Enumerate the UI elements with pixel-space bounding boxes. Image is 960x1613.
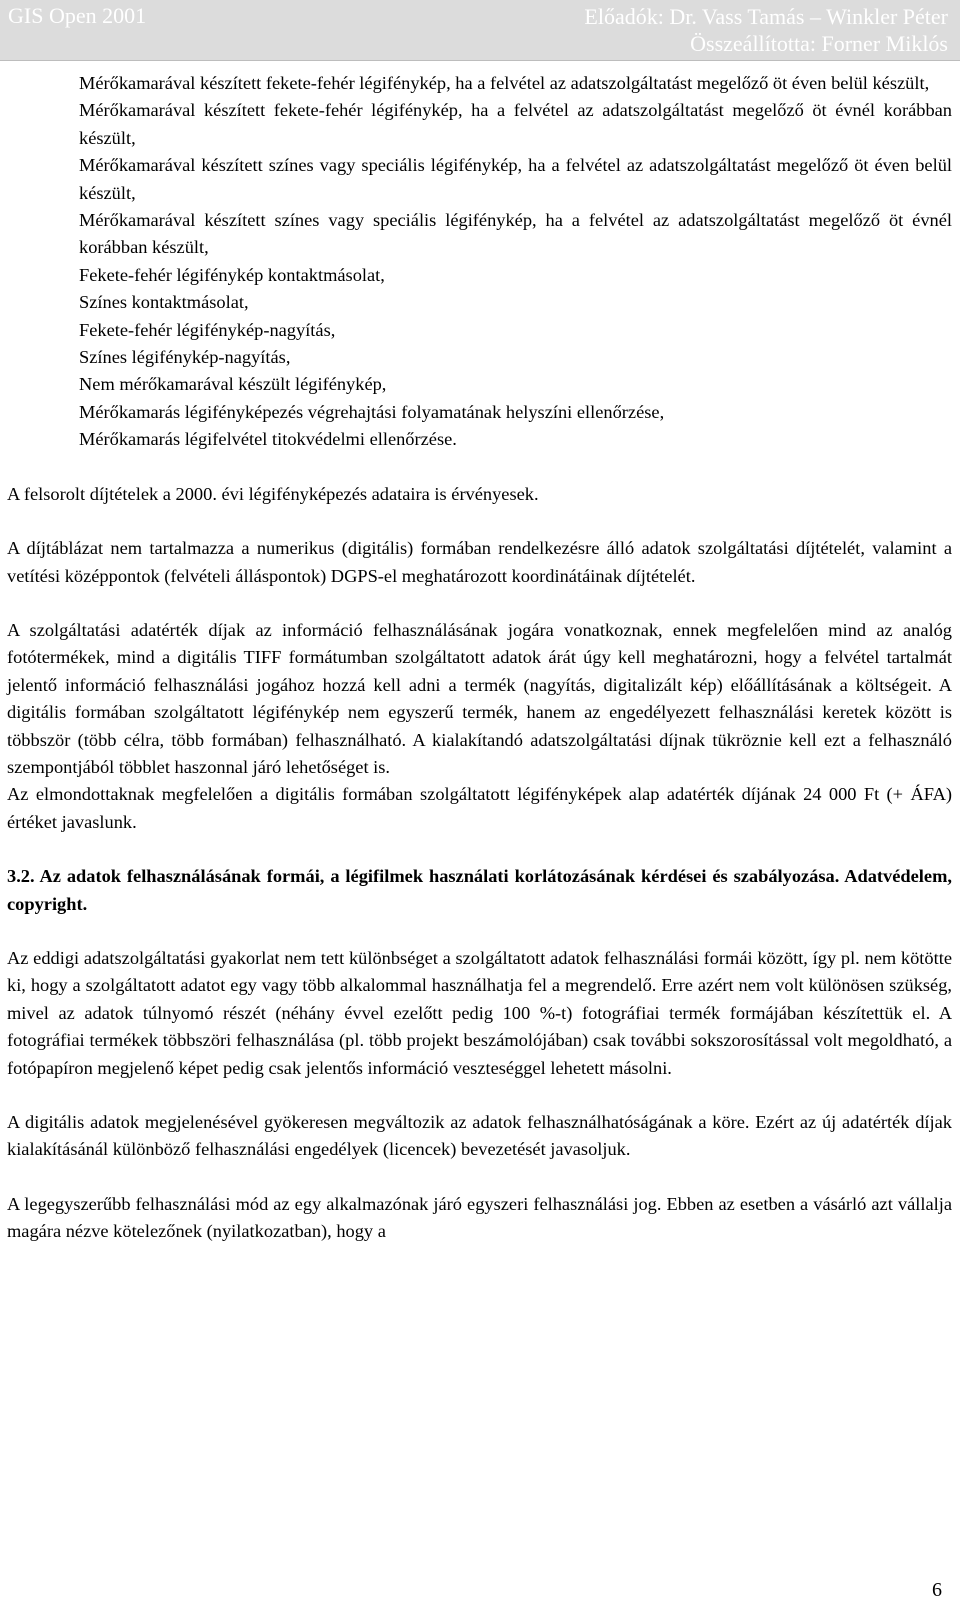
list-item: Mérőkamarával készített színes vagy speciális légifénykép, ha a felvétel az adatszolgáltatást megelőző öt éven belül készült, xyxy=(79,155,952,203)
list-item: Mérőkamarával készített fekete-fehér légifénykép, ha a felvétel az adatszolgáltatást megelőző öt éven belül készült, xyxy=(79,73,930,93)
compiled-by-line: Összeállította: Forner Miklós xyxy=(690,31,948,56)
page-number: 6 xyxy=(932,1579,942,1601)
list-item: Mérőkamarás légifelvétel titokvédelmi ellenőrzése. xyxy=(79,429,457,450)
document-body xyxy=(7,70,952,1246)
header-credits xyxy=(584,3,948,57)
conference-title: GIS Open 2001 xyxy=(8,3,147,28)
paragraph: A felsorolt díjtételek a 2000. évi légifényképezés adataira is érvényesek. xyxy=(7,483,539,504)
page-header xyxy=(0,0,960,61)
list-item: Nem mérőkamarával készült légifénykép, xyxy=(79,374,387,395)
paragraph: A digitális adatok megjelenésével gyökeresen megváltozik az adatok felhasználhatóságának a köre. Ezért az új adatérték díjak kialakításánál különböző felhasználási engedélyek (licencek) bevezetését javasoljuk. xyxy=(7,1112,952,1160)
list-item: Mérőkamarás légifényképezés végrehajtási folyamatának helyszíni ellenőrzése, xyxy=(79,401,665,422)
paragraph: A legegyszerűbb felhasználási mód az egy alkalmazónak járó egyszeri felhasználási jog. Ebben az esetben a vásárló azt vállalja magára nézve kötelezőnek (nyilatkozatban), hogy a xyxy=(7,1193,952,1242)
presenters-line: Előadók: Dr. Vass Tamás – Winkler Péter xyxy=(584,4,948,29)
fee-item-list xyxy=(7,70,952,454)
section-heading: 3.2. Az adatok felhasználásának formái, a légifilmek használati korlátozásának kérdései és szabályozása. Adatvédelem, copyright. xyxy=(7,866,952,914)
list-item: Színes kontaktmásolat, xyxy=(79,292,249,313)
paragraph: Az elmondottaknak megfelelően a digitális formában szolgáltatott légifényképek alap adatérték díjának 24 000 Ft (+ ÁFA) értéket javaslunk. xyxy=(7,784,952,832)
list-item: Fekete-fehér légifénykép-nagyítás, xyxy=(79,319,336,340)
list-item: Színes légifénykép-nagyítás, xyxy=(79,347,291,368)
list-item: Fekete-fehér légifénykép kontaktmásolat, xyxy=(79,264,385,285)
list-item: Mérőkamarával készített fekete-fehér légifénykép, ha a felvétel az adatszolgáltatást megelőző öt évnél korábban készült, xyxy=(79,100,952,148)
paragraph: Az eddigi adatszolgáltatási gyakorlat nem tett különbséget a szolgáltatott adatok felhasználási formái között, így pl. nem kötötte ki, hogy a szolgáltatott adatot egy vagy több alkalommal használhatja fel a megrendelő. Erre azért nem volt különösen szükség, mivel az adatok túlnyomó részét (néhány évvel ezelőtt pedig 100 %-t) fotográfiai termék formájában készítettük el. A fotográfiai termékek többszöri felhasználása (pl. több projekt beszámolójában) csak további sokszorosítással volt megoldható, a fotópapíron megjelenő képet pedig csak jelentős információ veszteséggel lehetett másolni. xyxy=(7,947,952,1078)
paragraph: A szolgáltatási adatérték díjak az információ felhasználásának jogára vonatkoznak, ennek megfelelően mind az analóg fotótermékek, mind a digitális TIFF formátumban szolgáltatott adatok árát úgy kell meghatározni, hogy a felvétel tartalmát jelentő információ felhasználási jogához hozzá kell adni a termék (nagyítás, digitalizált kép) előállításának a költségeit. A digitális formában szolgáltatott légifénykép nem egyszerű termék, hanem az engedélyezett felhasználási keretek között is többször (több célra, több formában) felhasználható. A kialakítandó adatszolgáltatási díjnak tükröznie kell ezt a felhasználó szempontjából többlet haszonnal járó lehetőséget is. xyxy=(7,619,952,777)
paragraph: A díjtáblázat nem tartalmazza a numerikus (digitális) formában rendelkezésre álló adatok szolgáltatási díjtételét, valamint a vetítési középpontok (felvételi álláspontok) DGPS-el meghatározott koordinátáinak díjtételét. xyxy=(7,538,952,586)
list-item: Mérőkamarával készített színes vagy speciális légifénykép, ha a felvétel az adatszolgáltatást megelőző öt évnél korábban készült, xyxy=(79,210,952,258)
